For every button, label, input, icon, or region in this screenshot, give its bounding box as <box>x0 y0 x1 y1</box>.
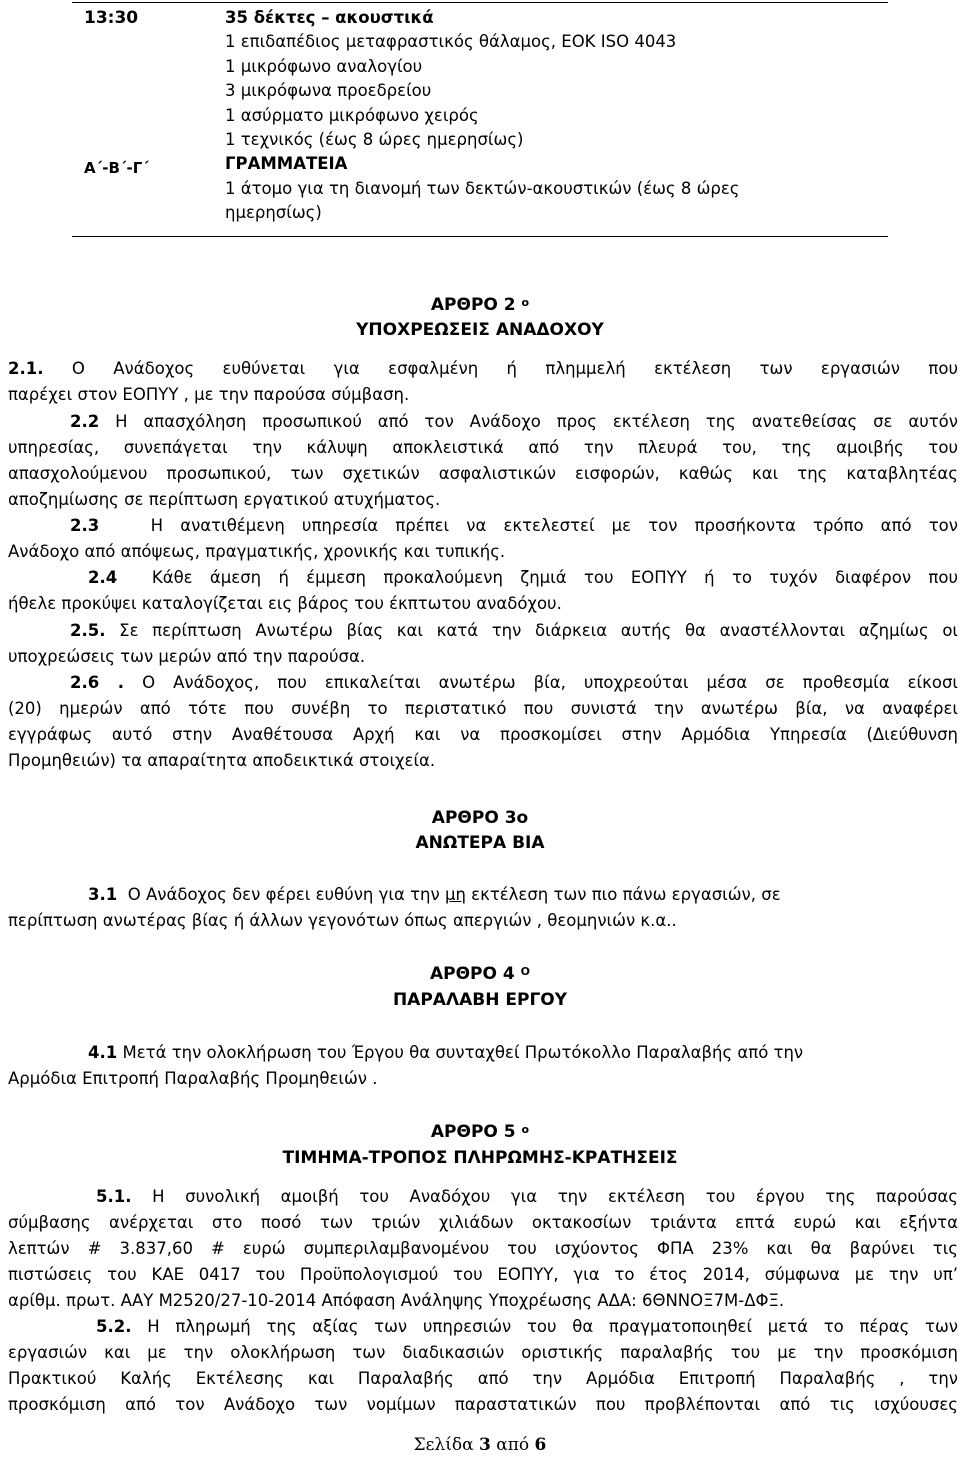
paragraph-number: 2.3 <box>70 516 100 535</box>
article2-subtitle: ΥΠΟΧΡΕΩΣΕΙΣ ΑΝΑΔΟΧΟΥ <box>356 320 604 340</box>
paragraph-number: 5.1. <box>96 1187 132 1206</box>
footer-label: Σελίδα <box>413 1435 474 1455</box>
table-line: ΓΡΑΜΜΑΤΕΙΑ <box>225 154 348 174</box>
text-span: Ο Ανάδοχος, που επικαλείται ανωτέρω βία, υποχρεούται μέσα σε προθεσμία είκοσι <box>142 673 958 692</box>
paragraph-number: 5.2. <box>96 1317 132 1336</box>
text-span: Η απασχόληση προσωπικού από τον Ανάδοχο προς εκτέλεση της ανατεθείσας σε αυτόν <box>115 412 958 431</box>
text-line: Πρακτικού Καλής Εκτέλεσης και Παραλαβής από την Αρμόδια Επιτροπή Παραλαβής , την <box>8 1369 958 1388</box>
article2-paragraph-5 <box>8 618 958 670</box>
table-line: 1 μικρόφωνο αναλογίου <box>225 56 423 76</box>
text-line: πιστώσεις του ΚΑΕ 0417 του Προϋπολογισμού του ΕΟΠΥΥ, για το έτος 2014, σύμφωνα με την υπ’ <box>8 1265 958 1284</box>
article5-paragraph-1 <box>8 1184 958 1314</box>
article2-title-text: ΑΡΘΡΟ 2 <box>430 295 516 315</box>
text-line: περίπτωση ανωτέρας βίας ή άλλων γεγονότων όπως απεργιών , θεομηνιών κ.α.. <box>8 911 677 930</box>
text-line: εγγράφως αυτό στην Αναθέτουσα Αρχή και να προσκομίσει στην Αρμόδια Υπηρεσία (Διεύθυνση <box>8 725 958 744</box>
text-span: Μετά την ολοκλήρωση του Έργου θα συνταχθεί Πρωτόκολλο Παραλαβής από την <box>122 1043 804 1062</box>
table-content <box>225 6 875 226</box>
text-line: Προμηθειών) τα απαραίτητα αποδεικτικά στοιχεία. <box>8 751 436 770</box>
article2-title-sup: ο <box>521 296 530 309</box>
paragraph-number: 4.1 <box>88 1043 118 1062</box>
page-footer <box>0 1434 960 1456</box>
table-top-border <box>72 2 888 3</box>
text-line <box>8 882 958 908</box>
text-line <box>8 618 958 644</box>
text-line: προσκόμιση από τον Ανάδοχο των νομίμων παραστατικών που προβλέπονται από τις ισχύουσες <box>8 1395 958 1414</box>
table-line: 1 ασύρματο μικρόφωνο χειρός <box>225 105 479 125</box>
article2-paragraph-1 <box>8 356 958 408</box>
text-span: Ο Ανάδοχος δεν φέρει ευθύνη για την <box>127 885 440 904</box>
text-line: ήθελε προκύψει καταλογίζεται εις βάρος του έκπτωτου αναδόχου. <box>8 594 562 613</box>
text-line: (20) ημερών από τότε που συνέβη το περιστατικό που συνιστά την ανωτέρω βία, να αναφέρει <box>8 699 958 718</box>
article4-subtitle: ΠΑΡΑΛΑΒΗ ΕΡΓΟΥ <box>392 990 568 1010</box>
text-span: εκτέλεση των πιο πάνω εργασιών, σε <box>471 885 781 904</box>
article3-paragraph-1 <box>8 882 958 934</box>
footer-of-label: από <box>496 1435 530 1455</box>
text-line <box>8 670 958 696</box>
underlined-text: μη <box>444 885 466 904</box>
article4-title-text: ΑΡΘΡΟ 4 <box>429 964 515 984</box>
article3-title: ΑΡΘΡΟ 3ο <box>431 808 529 828</box>
table-group: Α΄-Β΄-Γ΄ <box>84 159 149 177</box>
text-line: Αρμόδια Επιτροπή Παραλαβής Προμηθειών . <box>8 1069 378 1088</box>
article5-title-text: ΑΡΘΡΟ 5 <box>430 1122 516 1142</box>
footer-page-number: 3 <box>479 1435 491 1455</box>
text-line: αρίθμ. πρωτ. ΑΑΥ Μ2520/27-10-2014 Απόφαση Ανάληψης Υποχρέωσης ΑΔΑ: 6ΘΝΝΟΞ7Μ-ΔΦΞ. <box>8 1291 785 1310</box>
footer-total-pages: 6 <box>534 1435 547 1455</box>
table-bottom-border <box>72 236 888 237</box>
paragraph-number: 2.5. <box>70 621 106 640</box>
text-line: Ανάδοχο από απόψεως, πραγματικής, χρονικής και τυπικής. <box>8 542 506 561</box>
text-line <box>8 565 958 591</box>
article2-paragraph-6 <box>8 670 958 774</box>
text-span: Κάθε άμεση ή έμμεση προκαλούμενη ζημιά του ΕΟΠΥΥ ή το τυχόν διαφέρον που <box>151 568 958 587</box>
text-line: παρέχει στον ΕΟΠΥΥ , με την παρούσα σύμβαση. <box>8 385 410 404</box>
paragraph-number: 2.1. <box>8 359 44 378</box>
article5-title-sup: ο <box>521 1123 530 1136</box>
text-line: σύμβασης ανέρχεται στο ποσό των τριών χιλιάδων οκτακοσίων τριάντα επτά ευρώ και εξήντα <box>8 1213 958 1232</box>
text-line <box>8 409 958 435</box>
paragraph-number: 2.4 <box>88 568 118 587</box>
table-line: 1 άτομο για τη διανομή των δεκτών-ακουστικών (έως 8 ώρες <box>225 178 740 198</box>
article4-title-sup: Ο <box>520 965 530 978</box>
text-line: εργασιών και με την ολοκλήρωση των διαδικασιών οριστικής παραλαβής του με την προσκόμιση <box>8 1343 958 1362</box>
text-line <box>8 356 958 382</box>
text-line <box>8 1184 958 1210</box>
article5-paragraph-2 <box>8 1314 958 1418</box>
text-line: αποζημίωσης σε περίπτωση εργατικού ατυχήματος. <box>8 490 441 509</box>
text-span: Η πληρωμή της αξίας των υπηρεσιών του θα πραγματοποιηθεί μετά το πέρας των <box>147 1317 958 1336</box>
text-span: Σε περίπτωση Ανωτέρω βίας και κατά την διάρκεια αυτής θα αναστέλλονται αζημίως οι <box>119 621 958 640</box>
table-line: 1 τεχνικός (έως 8 ώρες ημερησίως) <box>225 130 524 150</box>
text-line: απασχολούμενου προσωπικού, των σχετικών ασφαλιστικών εισφορών, καθώς και της καταβλητέας <box>8 464 958 483</box>
table-line: 3 μικρόφωνα προεδρείου <box>225 81 432 101</box>
table-time: 13:30 <box>84 8 139 28</box>
table-line: 35 δέκτες – ακουστικά <box>225 8 434 27</box>
paragraph-number: 2.6 . <box>70 673 125 692</box>
text-line <box>8 513 958 539</box>
paragraph-number: 3.1 <box>88 885 118 904</box>
text-line: υπηρεσίας, συνεπάγεται την κάλυψη αποκλειστικά από την πλευρά του, της αμοιβής του <box>8 438 958 457</box>
article5-subtitle: ΤΙΜΗΜΑ-ΤΡΟΠΟΣ ΠΛΗΡΩΜΗΣ-ΚΡΑΤΗΣΕΙΣ <box>282 1148 678 1168</box>
paragraph-number: 2.2 <box>70 412 100 431</box>
text-line <box>8 1314 958 1340</box>
table-line: 1 επιδαπέδιος μεταφραστικός θάλαμος, ΕΟΚ ISO 4043 <box>225 32 677 52</box>
article2-paragraph-4 <box>8 565 958 617</box>
article3-subtitle: ΑΝΩΤΕΡΑ ΒΙΑ <box>415 833 545 853</box>
text-span: Η ανατιθέμενη υπηρεσία πρέπει να εκτελεστεί με τον προσήκοντα τρόπο από τον <box>150 516 958 535</box>
text-span: Η συνολική αμοιβή του Αναδόχου για την εκτέλεση του έργου της παρούσας <box>152 1187 958 1206</box>
article4-paragraph-1 <box>8 1040 958 1092</box>
article5-title <box>0 1120 960 1144</box>
article4-title <box>0 962 960 986</box>
text-line <box>8 1040 958 1066</box>
article2-title <box>0 293 960 317</box>
text-line: λεπτών # 3.837,60 # ευρώ συμπεριλαμβανομένου του ισχύοντος ΦΠΑ 23% και θα βαρύνει τις <box>8 1239 958 1258</box>
table-line: ημερησίως) <box>225 203 322 223</box>
article2-paragraph-3 <box>8 513 958 565</box>
text-line: υποχρεώσεις των μερών από την παρούσα. <box>8 647 366 666</box>
text-span: Ο Ανάδοχος ευθύνεται για εσφαλμένη ή πλημμελή εκτέλεση των εργασιών που <box>71 359 958 378</box>
article2-paragraph-2 <box>8 409 958 513</box>
